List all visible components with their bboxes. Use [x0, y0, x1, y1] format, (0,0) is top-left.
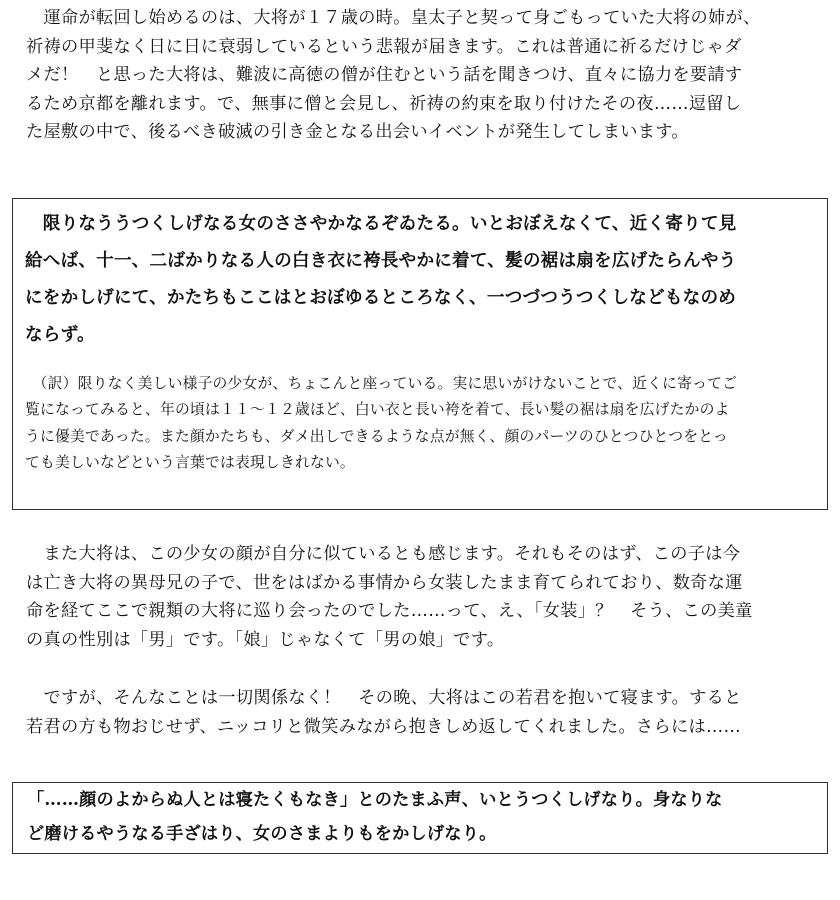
- classic-line: にをかしげにて、かたちもここはとおぼゆるところなく、一つづつうつくしなどもなのめ: [25, 287, 737, 308]
- text-line: メだ！ と思った大将は、難波に高徳の僧が住むという話を聞きつけ、直々に協力を要請す: [26, 65, 743, 85]
- dialogue-text: [27, 783, 827, 851]
- translation-text: [25, 371, 825, 477]
- classic-line: ならず。: [25, 324, 95, 345]
- classic-line: 給へば、十一、二ばかりなる人の白き衣に袴長やかに着て、髪の裾は扇を広げたらんやう: [25, 250, 737, 271]
- translation-line: うに優美であった。また顔かたちも、ダメ出しできるような点が無く、顔のパーツのひとつひとつをとっ: [25, 427, 728, 445]
- quote-box-dialogue: [12, 782, 828, 854]
- classic-line: 限りなううつくしげなる女のささやかなるぞゐたる。いとおぼえなくて、近く寄りて見: [25, 213, 737, 234]
- text-line: ですが、そんなことは一切関係なく！ その晩、大将はこの若君を抱いて寝ます。すると: [26, 688, 742, 708]
- text-line: 運命が転回し始めるのは、大将が１７歳の時。皇太子と契って身ごもっていた大将の姉が、: [26, 8, 761, 28]
- text-line: は亡き大将の異母兄の子で、世をはばかる事情から女装したまま育てられており、数奇な運: [26, 572, 743, 593]
- text-line: の真の性別は「男」です。「娘」じゃなくて「男の娘」です。: [26, 629, 505, 650]
- translation-line: ても美しいなどという言葉では表現しきれない。: [25, 454, 355, 472]
- paragraph-body: [26, 540, 826, 654]
- text-line: 命を経てここで親類の大将に巡り会ったのでした……って、え、「女装」？ そう、この美童: [26, 601, 753, 621]
- text-line: るため京都を離れます。で、無事に僧と会見し、祈祷の約束を取り付けたその夜……逗留し: [26, 93, 742, 114]
- paragraph-continuation: [26, 684, 826, 741]
- translation-line: （訳）限りなく美しい様子の少女が、ちょこんと座っている。実に思いがけないことで、近くに寄ってご: [25, 375, 738, 392]
- paragraph-intro: [26, 4, 826, 147]
- text-line: た屋敷の中で、後るべき破滅の引き金となる出会いイベントが発生してしまいます。: [26, 122, 689, 142]
- text-line: 若君の方も物おじせず、ニッコリと微笑みながら抱きしめ返してくれました。さらには……: [26, 716, 741, 737]
- classic-line: ど磨けるやうなる手ざはり、女のさまよりもをかしげなり。: [27, 824, 497, 844]
- classic-line: 「……顔のよからぬ人とは寝たくもなき」とのたまふ声、いとうつくしげなり。身なりな: [27, 790, 723, 810]
- translation-line: 覧になってみると、年の頃は１１～１２歳ほど、白い衣と長い袴を着て、長い髪の裾は扇を広げたかのよ: [25, 401, 730, 419]
- text-line: 祈祷の甲斐なく日に日に衰弱しているという悲報が届きます。これは普通に祈るだけじゃダ: [26, 36, 742, 57]
- classic-text: [25, 205, 825, 353]
- text-line: また大将は、この少女の顔が自分に似ているとも感じます。それもそのはず、この子は今: [26, 544, 741, 564]
- quote-box-classic: [12, 198, 828, 510]
